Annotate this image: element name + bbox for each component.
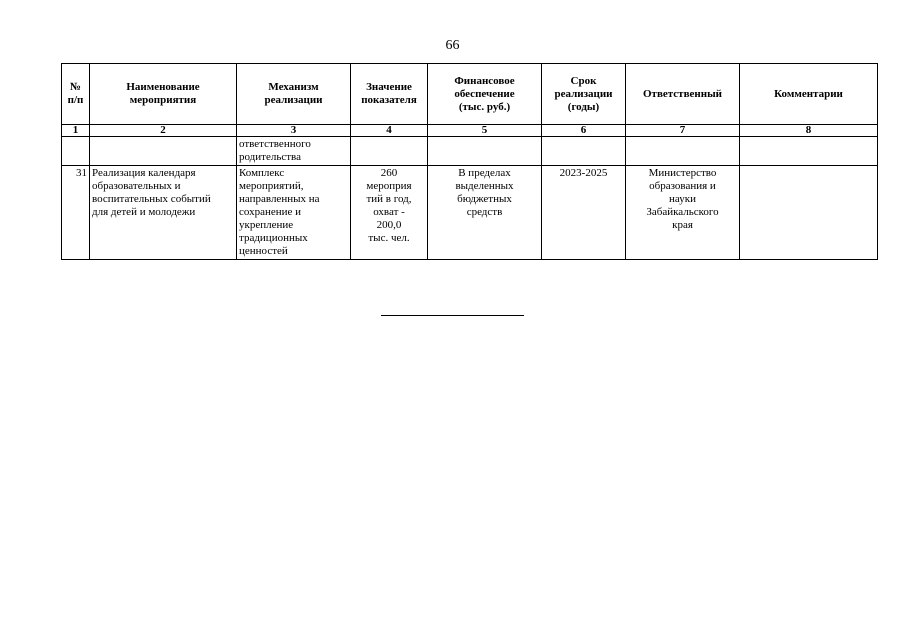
cell-term: 2023-2025	[542, 166, 626, 260]
column-number-row	[62, 125, 878, 137]
column-number: 7	[626, 125, 740, 137]
header-finance: Финансовое обеспечение (тыс. руб.)	[428, 64, 542, 125]
cell-name	[90, 137, 237, 166]
column-number: 6	[542, 125, 626, 137]
measures-table	[61, 63, 878, 260]
cell-responsible	[626, 137, 740, 166]
header-name: Наименование мероприятия	[90, 64, 237, 125]
header-term: Срок реализации (годы)	[542, 64, 626, 125]
cell-comments	[740, 137, 878, 166]
table-row	[62, 166, 878, 260]
header-num: № п/п	[62, 64, 90, 125]
header-indicator: Значение показателя	[351, 64, 428, 125]
table-header-row	[62, 64, 878, 125]
cell-finance: В пределах выделенных бюджетных средств	[428, 166, 542, 260]
header-responsible: Ответственный	[626, 64, 740, 125]
cell-name: Реализация календаря образовательных и воспитательных событий для детей и молодежи	[90, 166, 237, 260]
column-number: 4	[351, 125, 428, 137]
cell-responsible: Министерство образования и науки Забайкальского края	[626, 166, 740, 260]
header-comments: Комментарии	[740, 64, 878, 125]
column-number: 5	[428, 125, 542, 137]
cell-comments	[740, 166, 878, 260]
cell-indicator: 260 мероприя тий в год, охват - 200,0 тыс. чел.	[351, 166, 428, 260]
cell-term	[542, 137, 626, 166]
page-number: 66	[445, 38, 460, 53]
column-number: 2	[90, 125, 237, 137]
cell-num: 31	[62, 166, 90, 260]
table-row	[62, 137, 878, 166]
column-number: 3	[237, 125, 351, 137]
column-number: 1	[62, 125, 90, 137]
end-separator-line	[381, 315, 524, 316]
cell-mechanism: ответственного родительства	[237, 137, 351, 166]
cell-mechanism: Комплекс мероприятий, направленных на сохранение и укрепление традиционных ценностей	[237, 166, 351, 260]
column-number: 8	[740, 125, 878, 137]
cell-indicator	[351, 137, 428, 166]
cell-num	[62, 137, 90, 166]
header-mechanism: Механизм реализации	[237, 64, 351, 125]
cell-finance	[428, 137, 542, 166]
